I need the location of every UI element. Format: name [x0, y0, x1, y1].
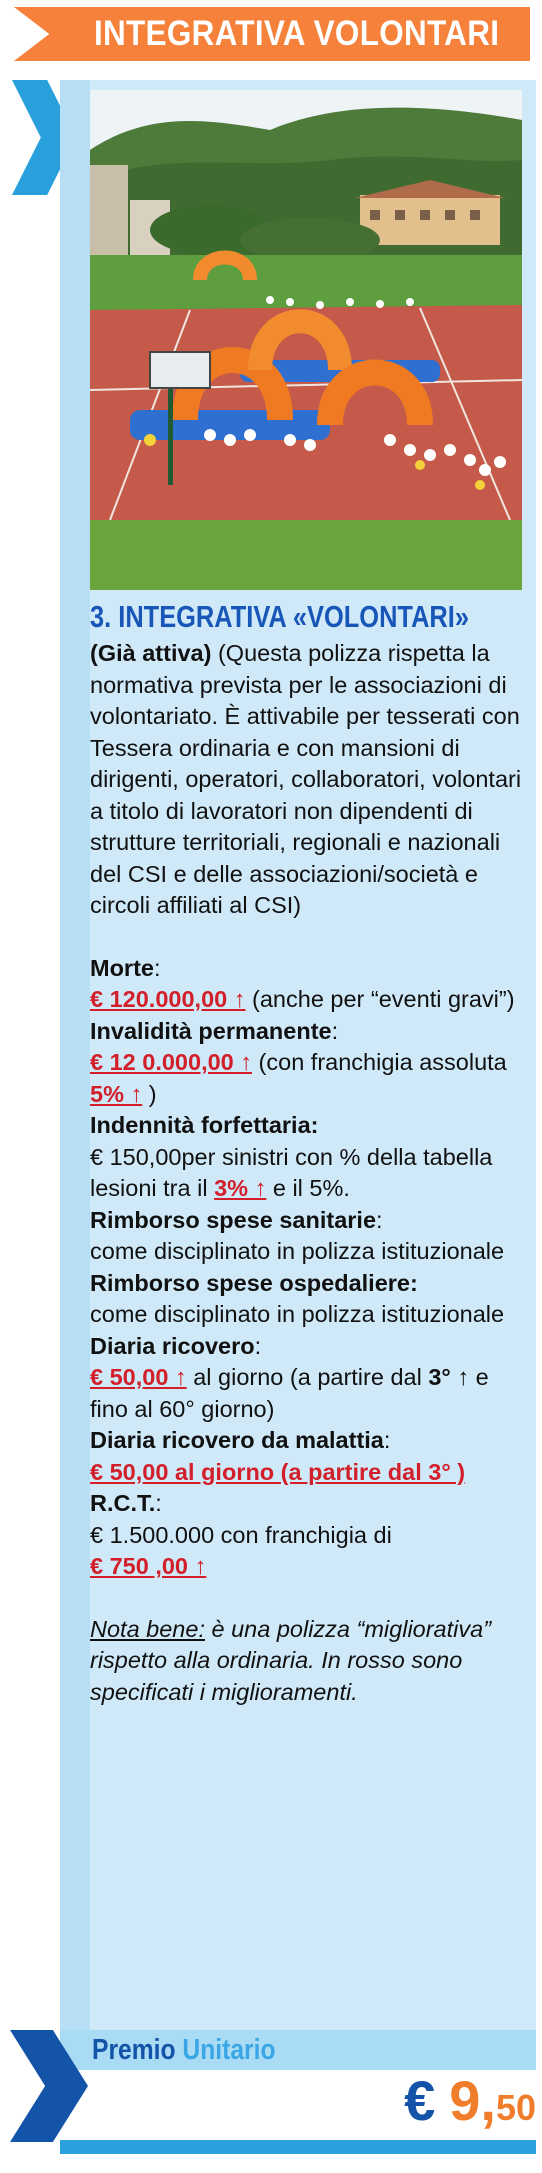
- premium-word: Premio: [92, 2034, 176, 2066]
- diaria-text-end: ↑ e fino al 60° giorno): [90, 1364, 489, 1422]
- indennita-item: [90, 1110, 530, 1205]
- indennita-label: Indennità forfettaria:: [90, 1112, 319, 1138]
- sanitarie-label: Rimborso spese sanitarie: [90, 1206, 377, 1233]
- nota-bene: [90, 1614, 530, 1709]
- diaria-label: Diaria ricovero: [90, 1332, 255, 1359]
- diaria-malattia-item: [90, 1425, 530, 1488]
- ospedaliere-text: come disciplinato in polizza istituzionale: [90, 1301, 505, 1327]
- morte-label: Morte: [90, 954, 154, 981]
- bottom-bar: [60, 2140, 536, 2154]
- rct-item: [90, 1488, 530, 1583]
- spacer: [90, 922, 530, 953]
- indennita-text: € 150,00per sinistri con % della tabella lesioni tra il: [90, 1143, 493, 1201]
- volunteers-event-photo: [90, 90, 522, 590]
- rct-text: € 1.500.000 con franchigia di: [90, 1521, 392, 1548]
- unit-word: Unitario: [182, 2034, 276, 2066]
- page-header: [0, 0, 542, 68]
- diaria-start-day: 3°: [428, 1364, 451, 1390]
- indennita-pct: 3% ↑: [214, 1175, 267, 1201]
- diaria-item: [90, 1331, 530, 1426]
- colon: :: [331, 1017, 339, 1044]
- sanitarie-text: come disciplinato in polizza istituzionale: [90, 1238, 505, 1264]
- invalidita-note-end: ): [142, 1080, 157, 1107]
- invalidita-note: (con franchigia assoluta: [252, 1049, 507, 1075]
- invalidita-pct: 5% ↑: [90, 1080, 143, 1107]
- price-integer: 9,: [449, 2069, 496, 2132]
- colon: :: [383, 1427, 391, 1453]
- rct-amount: € 750 ,00 ↑: [90, 1553, 207, 1579]
- diaria-text: al giorno (a partire dal: [186, 1364, 429, 1390]
- rct-label: R.C.T.: [90, 1490, 156, 1516]
- intro-text: (Questa polizza rispetta la normativa prevista per le associazioni di volontariato. È attivabile per tesserati con Tessera ordinaria e con mansioni di dirigenti, operatori, collaboratori, volontari a titolo di lavoratori non dipendenti di strutture territoriali, regionali e nazionali del CSI e delle associazioni/società e circoli affiliati al CSI): [90, 640, 522, 918]
- morte-item: [90, 953, 530, 1016]
- spacer: [90, 1583, 530, 1614]
- section-title: 3. INTEGRATIVA «VOLONTARI»: [90, 599, 469, 634]
- premium-label: [92, 2030, 276, 2070]
- indennita-text-end: e il 5%.: [266, 1175, 350, 1201]
- nota-text: è una polizza “migliorativa” rispetto alla ordinaria. In rosso sono specificati i miglioramenti.: [90, 1615, 492, 1705]
- invalidita-item: [90, 1016, 530, 1111]
- colon: :: [155, 1490, 162, 1516]
- invalidita-label: Invalidità permanente: [90, 1017, 332, 1044]
- nota-label: Nota bene:: [90, 1615, 205, 1642]
- ospedaliere-item: [90, 1268, 530, 1331]
- morte-amount: € 120.000,00 ↑: [90, 986, 246, 1012]
- colon: :: [153, 954, 161, 981]
- ospedaliere-label: Rimborso spese ospedaliere:: [90, 1269, 418, 1296]
- colon: :: [254, 1332, 262, 1359]
- panel-strip: [60, 80, 90, 2030]
- intro-paragraph: [90, 638, 530, 922]
- colon: :: [376, 1206, 383, 1233]
- premium-price: [360, 2068, 536, 2134]
- coverage-description: [90, 598, 530, 1708]
- morte-note: (anche per “eventi gravi”): [245, 986, 515, 1012]
- price-decimal: 50: [495, 2087, 536, 2128]
- sanitarie-item: [90, 1205, 530, 1268]
- invalidita-amount: € 12 0.000,00 ↑: [90, 1049, 253, 1075]
- diaria-malattia-label: Diaria ricovero da malattia: [90, 1427, 384, 1453]
- active-status: (Già attiva): [90, 640, 212, 666]
- diaria-malattia-amount: € 50,00 al giorno (a partire dal 3° ): [90, 1458, 466, 1485]
- page-title: INTEGRATIVA VOLONTARI: [94, 14, 500, 53]
- diaria-amount: € 50,00 ↑: [90, 1364, 187, 1390]
- currency-symbol: €: [404, 2069, 436, 2132]
